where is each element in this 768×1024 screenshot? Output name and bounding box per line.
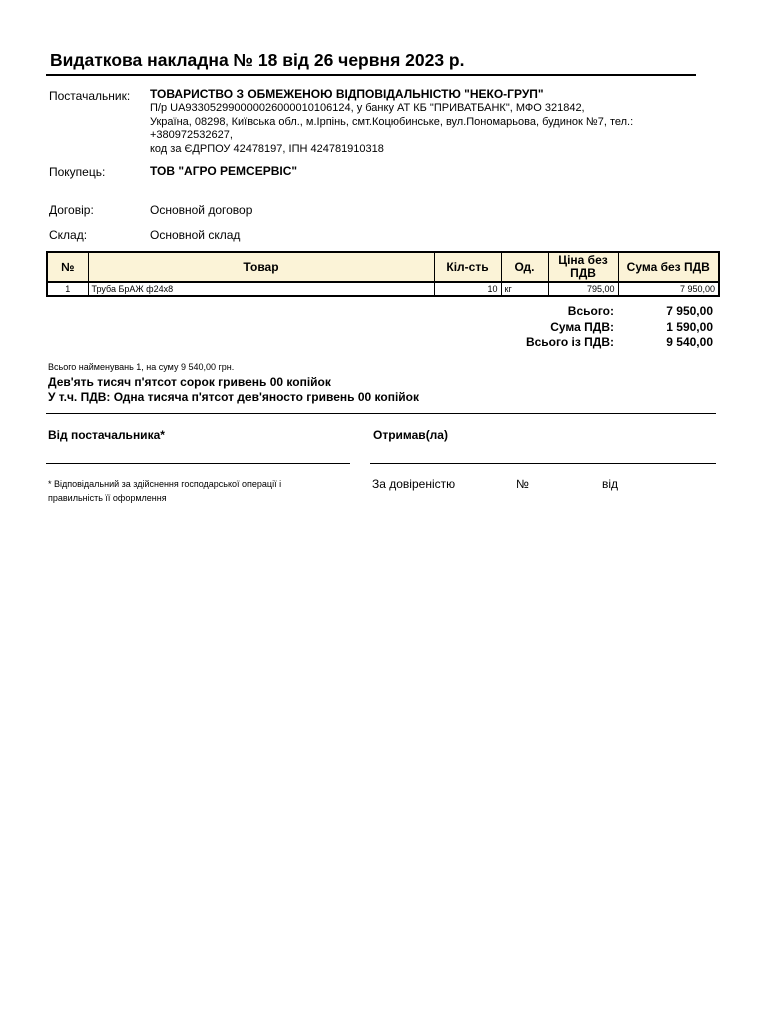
header-price bbox=[548, 252, 618, 282]
summary-divider bbox=[46, 413, 716, 414]
row-unit: кг bbox=[501, 282, 548, 296]
vat-label: Сума ПДВ: bbox=[550, 320, 614, 334]
buyer-label: Покупець: bbox=[49, 165, 106, 179]
vat-value: 1 590,00 bbox=[666, 320, 713, 334]
supplier-details-line: +380972532627, bbox=[150, 129, 233, 141]
responsibility-note-line: правильність її оформлення bbox=[48, 493, 167, 503]
responsibility-note bbox=[48, 477, 281, 505]
row-qty: 10 bbox=[434, 282, 501, 296]
total-vat-label: Всього із ПДВ: bbox=[525, 335, 614, 349]
header-unit: Од. bbox=[501, 252, 548, 282]
responsibility-note-line: * Відповідальний за здійснення господарської операції і bbox=[48, 479, 282, 489]
items-count-line: Всього найменувань 1, на суму 9 540,00 грн. bbox=[48, 362, 235, 372]
header-num: № bbox=[47, 252, 88, 282]
warehouse-label: Склад: bbox=[49, 228, 88, 242]
document-title: Видаткова накладна № 18 від 26 червня 2023 р. bbox=[50, 50, 465, 70]
row-product: Труба БрАЖ ф24х8 bbox=[88, 282, 434, 296]
buyer-name: ТОВ "АГРО РЕМСЕРВІС" bbox=[150, 164, 298, 178]
title-divider bbox=[46, 74, 696, 76]
supplier-details-line: Україна, 08298, Київська обл., м.Ірпінь, смт.Коцюбинське, вул.Пономарьова, будинок №7, тел.: bbox=[150, 115, 634, 128]
received-heading: Отримав(ла) bbox=[373, 428, 448, 442]
vat-in-words: У т.ч. ПДВ: Одна тисяча п'ятсот дев'яносто гривень 00 копійок bbox=[48, 390, 420, 404]
supplier-details-line: П/р UA933052990000026000010106124, у банку АТ КБ "ПРИВАТБАНК", МФО 321842, bbox=[150, 102, 585, 114]
total-in-words: Дев'ять тисяч п'ятсот сорок гривень 00 копійок bbox=[48, 375, 331, 389]
receiver-signature-line bbox=[370, 463, 716, 464]
supplier-label: Постачальник: bbox=[49, 89, 131, 103]
proxy-label: За довіреністю bbox=[372, 477, 456, 491]
header-sum: Сума без ПДВ bbox=[618, 252, 719, 282]
total-value: 7 950,00 bbox=[666, 304, 713, 318]
total-label: Всього: bbox=[567, 304, 614, 318]
header-qty: Кіл-сть bbox=[434, 252, 501, 282]
supplier-name: ТОВАРИСТВО З ОБМЕЖЕНОЮ ВІДПОВІДАЛЬНІСТЮ "НЕКО-ГРУП" bbox=[150, 87, 544, 101]
proxy-number-label: № bbox=[516, 477, 529, 491]
table-header-row bbox=[47, 252, 719, 282]
contract-value: Основной договор bbox=[150, 203, 253, 217]
items-table bbox=[46, 251, 720, 297]
header-price-line1: Ціна без bbox=[558, 253, 608, 267]
supplier-details bbox=[150, 102, 633, 156]
header-product: Товар bbox=[88, 252, 434, 282]
row-price: 795,00 bbox=[548, 282, 618, 296]
supplier-signature-line bbox=[46, 463, 350, 464]
total-vat-value: 9 540,00 bbox=[666, 335, 713, 349]
warehouse-value: Основной склад bbox=[150, 228, 241, 242]
row-sum: 7 950,00 bbox=[618, 282, 719, 296]
contract-label: Договір: bbox=[49, 203, 94, 217]
header-price-line2: ПДВ bbox=[570, 266, 596, 280]
row-num: 1 bbox=[47, 282, 88, 296]
proxy-date-label: від bbox=[602, 477, 619, 491]
supplier-details-line: код за ЄДРПОУ 42478197, ІПН 424781910318 bbox=[150, 142, 384, 155]
table-row bbox=[47, 282, 719, 296]
from-supplier-heading: Від постачальника* bbox=[48, 428, 165, 442]
